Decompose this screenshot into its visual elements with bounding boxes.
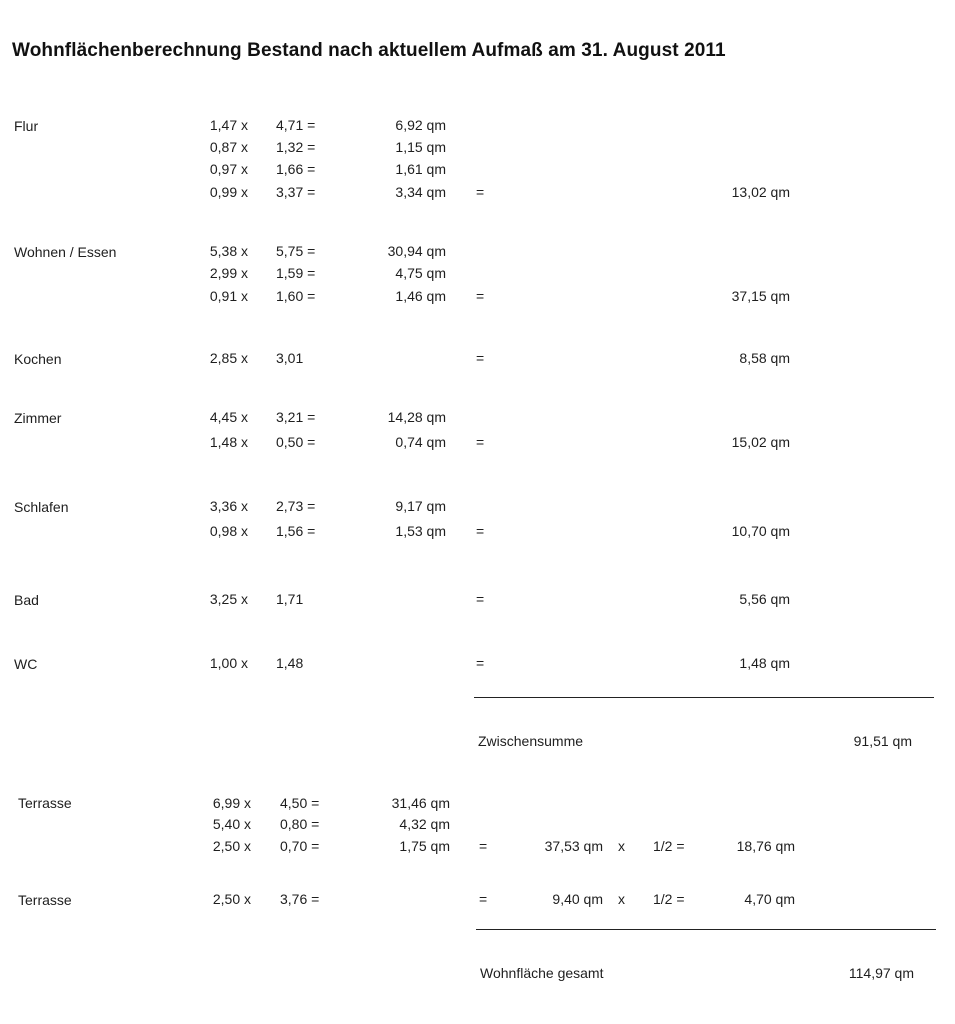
measure-width: 2,73 = [276,498,316,514]
equals-sign: = [479,838,488,854]
measure-width: 4,50 = [280,795,320,811]
terrasse-name-1: Terrasse [18,795,72,811]
equals-sign: = [476,288,485,304]
measure-width: 1,32 = [276,139,316,155]
room-total-flur: 13,02 qm [731,184,790,200]
measure-length: 2,99 x [209,265,248,281]
partial-area: 1,46 qm [395,288,446,304]
measure-width: 0,50 = [276,434,316,450]
room-total-wc: 1,48 qm [739,655,790,671]
equals-sign: = [476,591,485,607]
terrasse-result-1: 18,76 qm [736,838,795,854]
measure-width: 3,21 = [276,409,316,425]
room-name-schlafen: Schlafen [14,499,69,515]
measure-width: 1,56 = [276,523,316,539]
measure-width: 1,48 [276,655,304,671]
room-name-zimmer: Zimmer [14,410,62,426]
measure-width: 4,71 = [276,117,316,133]
room-total-schlafen: 10,70 qm [731,523,790,539]
terrasse-factor-1: 1/2 = [653,838,685,854]
grand-total-label: Wohnfläche gesamt [480,965,604,981]
partial-area: 14,28 qm [387,409,446,425]
measure-width: 0,70 = [280,838,320,854]
measure-width: 1,71 [276,591,304,607]
grand-total-value: 114,97 qm [848,965,914,981]
multiply-sign: x [618,838,625,854]
partial-area: 1,75 qm [399,838,450,854]
equals-sign: = [476,184,485,200]
equals-sign: = [476,655,485,671]
terrasse-factor-2: 1/2 = [653,891,685,907]
partial-area: 30,94 qm [387,243,446,259]
room-name-kochen: Kochen [14,351,62,367]
partial-area: 0,74 qm [395,434,446,450]
subtotal-value: 91,51 qm [853,733,912,749]
measure-width: 3,37 = [276,184,316,200]
partial-area: 6,92 qm [395,117,446,133]
measure-length: 0,91 x [209,288,248,304]
partial-area: 31,46 qm [391,795,450,811]
equals-sign: = [479,891,488,907]
measure-width: 5,75 = [276,243,316,259]
room-total-wohnen: 37,15 qm [731,288,790,304]
subtotal-rule [474,697,934,698]
partial-area: 3,34 qm [395,184,446,200]
measure-length: 1,00 x [209,655,248,671]
equals-sign: = [476,350,485,366]
measure-length: 4,45 x [209,409,248,425]
measure-length: 0,98 x [209,523,248,539]
measure-length: 3,36 x [209,498,248,514]
measure-width: 1,59 = [276,265,316,281]
measure-length: 6,99 x [212,795,251,811]
measure-width: 0,80 = [280,816,320,832]
measure-length: 2,50 x [212,891,251,907]
subtotal-label: Zwischensumme [478,733,584,749]
equals-sign: = [476,523,485,539]
room-name-wohnen: Wohnen / Essen [14,244,117,260]
room-total-zimmer: 15,02 qm [731,434,790,450]
measure-width: 1,66 = [276,161,316,177]
measure-length: 2,85 x [209,350,248,366]
measure-length: 1,48 x [209,434,248,450]
room-name-flur: Flur [14,118,39,134]
room-total-bad: 5,56 qm [739,591,790,607]
terrasse-sum-1: 37,53 qm [544,838,603,854]
measure-width: 3,01 [276,350,304,366]
terrasse-result-2: 4,70 qm [744,891,795,907]
terrasse-sum-2: 9,40 qm [552,891,603,907]
measure-length: 0,87 x [209,139,248,155]
multiply-sign: x [618,891,625,907]
equals-sign: = [476,434,485,450]
measure-length: 1,47 x [209,117,248,133]
partial-area: 1,15 qm [395,139,446,155]
measure-length: 5,38 x [209,243,248,259]
partial-area: 9,17 qm [395,498,446,514]
room-name-wc: WC [14,656,38,672]
grand-total-rule [476,929,936,930]
measure-width: 3,76 = [280,891,320,907]
partial-area: 4,32 qm [399,816,450,832]
measure-length: 2,50 x [212,838,251,854]
measure-length: 5,40 x [212,816,251,832]
measure-length: 3,25 x [209,591,248,607]
room-name-bad: Bad [14,592,39,608]
measure-length: 0,99 x [209,184,248,200]
terrasse-name-2: Terrasse [18,892,72,908]
document-title: Wohnflächenberechnung Bestand nach aktuellem Aufmaß am 31. August 2011 [12,40,726,61]
partial-area: 1,61 qm [395,161,446,177]
room-total-kochen: 8,58 qm [739,350,790,366]
measure-length: 0,97 x [209,161,248,177]
partial-area: 1,53 qm [395,523,446,539]
measure-width: 1,60 = [276,288,316,304]
partial-area: 4,75 qm [395,265,446,281]
